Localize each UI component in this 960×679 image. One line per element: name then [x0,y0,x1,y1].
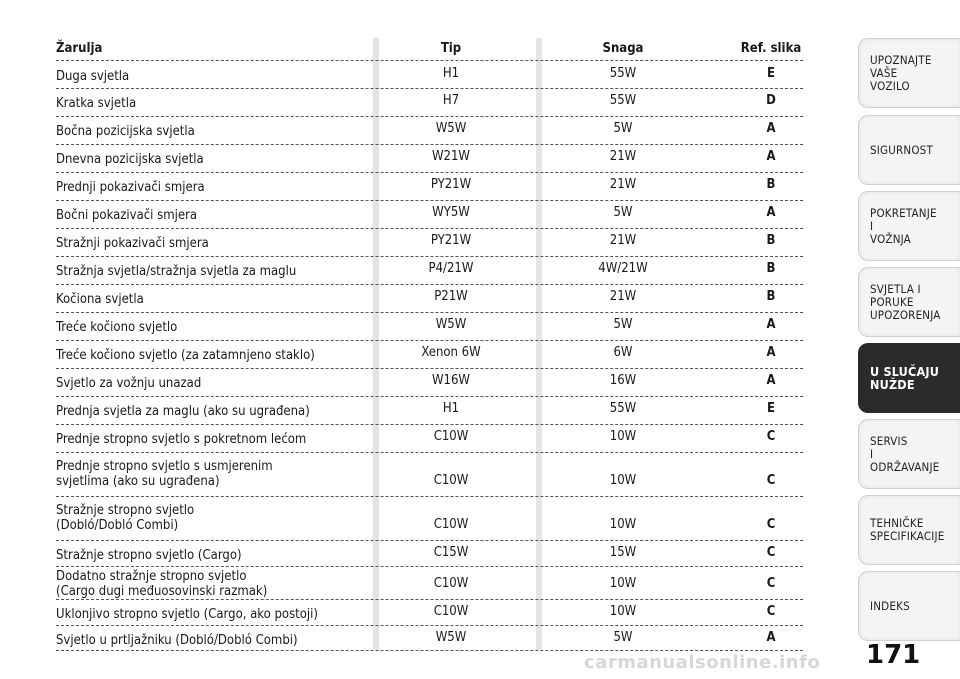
chapter-tab[interactable] [858,38,960,108]
bulb-type: Xenon 6W [421,345,481,360]
header-ref: Ref. slika [740,41,802,56]
table-row [56,285,803,313]
bulb-type: H7 [442,93,460,108]
chapter-tab-label: SERVIS I ODRŽAVANJE [870,433,940,474]
bulb-type: C15W [433,545,469,560]
table-row [56,369,803,397]
table-row [56,626,803,651]
bulb-name: Prednje stropno svjetlo s pokretnom lećom [56,432,307,447]
bulb-name: Stražnja svjetla/stražnja svjetla za maglu [56,264,297,279]
bulb-power: 55W [609,66,637,81]
bulb-type: C10W [433,473,469,488]
chapter-tab-label: INDEKS [870,598,910,613]
bulb-name: Svjetlo u prtljažniku (Dobló/Dobló Combi) [56,633,298,648]
bulb-type: H1 [442,401,460,416]
bulb-power: 10W [609,604,637,619]
header-bulb: Žarulja [56,41,103,56]
bulb-name: (Dobló/Dobló Combi) [56,518,179,533]
bulb-name: Dodatno stražnje stropno svjetlo [56,569,247,584]
table-row [56,145,803,173]
chapter-tab[interactable] [858,495,960,565]
bulb-name: Treće kočiono svjetlo (za zatamnjeno staklo) [56,348,315,363]
bulb-reference: A [766,149,776,164]
bulb-name: Prednja svjetla za maglu (ako su ugrađena) [56,404,310,419]
table-row [56,497,803,541]
bulb-reference: A [766,630,776,645]
bulb-power: 4W/21W [598,261,648,276]
chapter-tab-label: SVJETLA I PORUKE UPOZORENJA [870,281,941,322]
bulb-reference: B [766,233,776,248]
bulb-reference: A [766,345,776,360]
table-row [56,257,803,285]
bulb-power: 5W [613,121,633,136]
chapter-tab-label: SIGURNOST [870,142,933,157]
bulb-name: Stražnje stropno svjetlo (Cargo) [56,548,242,563]
table-row [56,397,803,425]
header-type: Tip [440,41,462,56]
bulb-name: Stražnji pokazivači smjera [56,236,209,251]
bulb-reference: B [766,289,776,304]
bulb-type: PY21W [430,177,472,192]
bulb-type: C10W [433,604,469,619]
bulb-type: W5W [435,317,467,332]
bulb-power: 55W [609,401,637,416]
bulb-power: 10W [609,576,637,591]
bulb-reference: D [766,93,776,108]
chapter-tab[interactable] [858,571,960,641]
table-row [56,117,803,145]
chapter-tab-label: TEHNIČKE SPECIFIKACIJE [870,516,945,543]
bulb-type: P21W [434,289,468,304]
bulb-reference: A [766,205,776,220]
bulb-power: 21W [609,149,637,164]
bulb-reference: E [767,66,775,81]
bulb-type: H1 [442,66,460,81]
page-number: 171 [866,640,921,670]
bulb-name: Bočna pozicijska svjetla [56,124,195,139]
chapter-tab[interactable] [858,419,960,489]
chapter-tab[interactable] [858,343,960,413]
row-divider [56,650,803,651]
bulb-reference: C [766,545,776,560]
watermark: carmanualsonline.info [584,652,821,673]
bulb-name: Prednje stropno svjetlo s usmjerenim [56,459,273,474]
chapter-tab-label: UPOZNAJTE VAŠE VOZILO [870,52,932,93]
bulb-power: 5W [613,205,633,220]
chapter-tab[interactable] [858,115,960,185]
bulb-reference: C [766,429,776,444]
bulb-name: (Cargo dugi međuosovinski razmak) [56,584,268,599]
bulb-reference: B [766,177,776,192]
bulb-type: W21W [431,149,470,164]
bulb-power: 6W [613,345,633,360]
bulb-power: 15W [609,545,637,560]
bulb-name: Stražnje stropno svjetlo [56,503,195,518]
bulb-name: Treće kočiono svjetlo [56,320,178,335]
bulb-type: W16W [431,373,470,388]
chapter-tab[interactable] [858,267,960,337]
bulb-type: C10W [433,576,469,591]
bulb-power: 55W [609,93,637,108]
table-row [56,425,803,453]
bulb-name: Kočiona svjetla [56,292,144,307]
bulb-power: 10W [609,473,637,488]
bulb-type: WY5W [432,205,470,220]
chapter-tab-label: POKRETANJE I VOŽNJA [870,205,937,246]
bulb-name: Dnevna pozicijska svjetla [56,152,204,167]
bulb-type: PY21W [430,233,472,248]
bulb-type: C10W [433,517,469,532]
bulb-type: W5W [435,121,467,136]
bulb-reference: A [766,317,776,332]
bulb-reference: B [766,261,776,276]
bulb-reference: C [766,517,776,532]
table-row [56,600,803,626]
bulb-reference: C [766,576,776,591]
bulb-type: P4/21W [428,261,474,276]
bulb-name: Uklonjivo stropno svjetlo (Cargo, ako postoji) [56,607,318,622]
bulb-reference: A [766,121,776,136]
bulb-name: Svjetlo za vožnju unazad [56,376,202,391]
table-row [56,173,803,201]
table-row [56,201,803,229]
bulb-name: Prednji pokazivači smjera [56,180,205,195]
bulb-name: Duga svjetla [56,69,130,84]
bulb-type: C10W [433,429,469,444]
table-row [56,89,803,117]
bulb-power: 5W [613,317,633,332]
bulb-reference: C [766,473,776,488]
table-row [56,453,803,497]
bulb-name: svjetlima (ako su ugrađena) [56,474,220,489]
bulb-reference: A [766,373,776,388]
bulb-power: 16W [609,373,637,388]
table-row [56,62,803,89]
table-row [56,313,803,341]
bulb-power: 21W [609,289,637,304]
table-row [56,541,803,567]
chapter-tab-label: U SLUČAJU NUŽDE [870,364,940,392]
header-divider [56,60,803,61]
header-power: Snaga [602,41,644,56]
bulb-power: 5W [613,630,633,645]
bulb-power: 21W [609,233,637,248]
table-row [56,229,803,257]
chapter-tab[interactable] [858,191,960,261]
table-row [56,567,803,600]
bulb-power: 10W [609,429,637,444]
bulb-name: Bočni pokazivači smjera [56,208,198,223]
table-row [56,341,803,369]
bulb-reference: C [766,604,776,619]
bulb-name: Kratka svjetla [56,96,137,111]
bulb-power: 10W [609,517,637,532]
bulb-reference: E [767,401,775,416]
bulb-power: 21W [609,177,637,192]
bulb-type: W5W [435,630,467,645]
